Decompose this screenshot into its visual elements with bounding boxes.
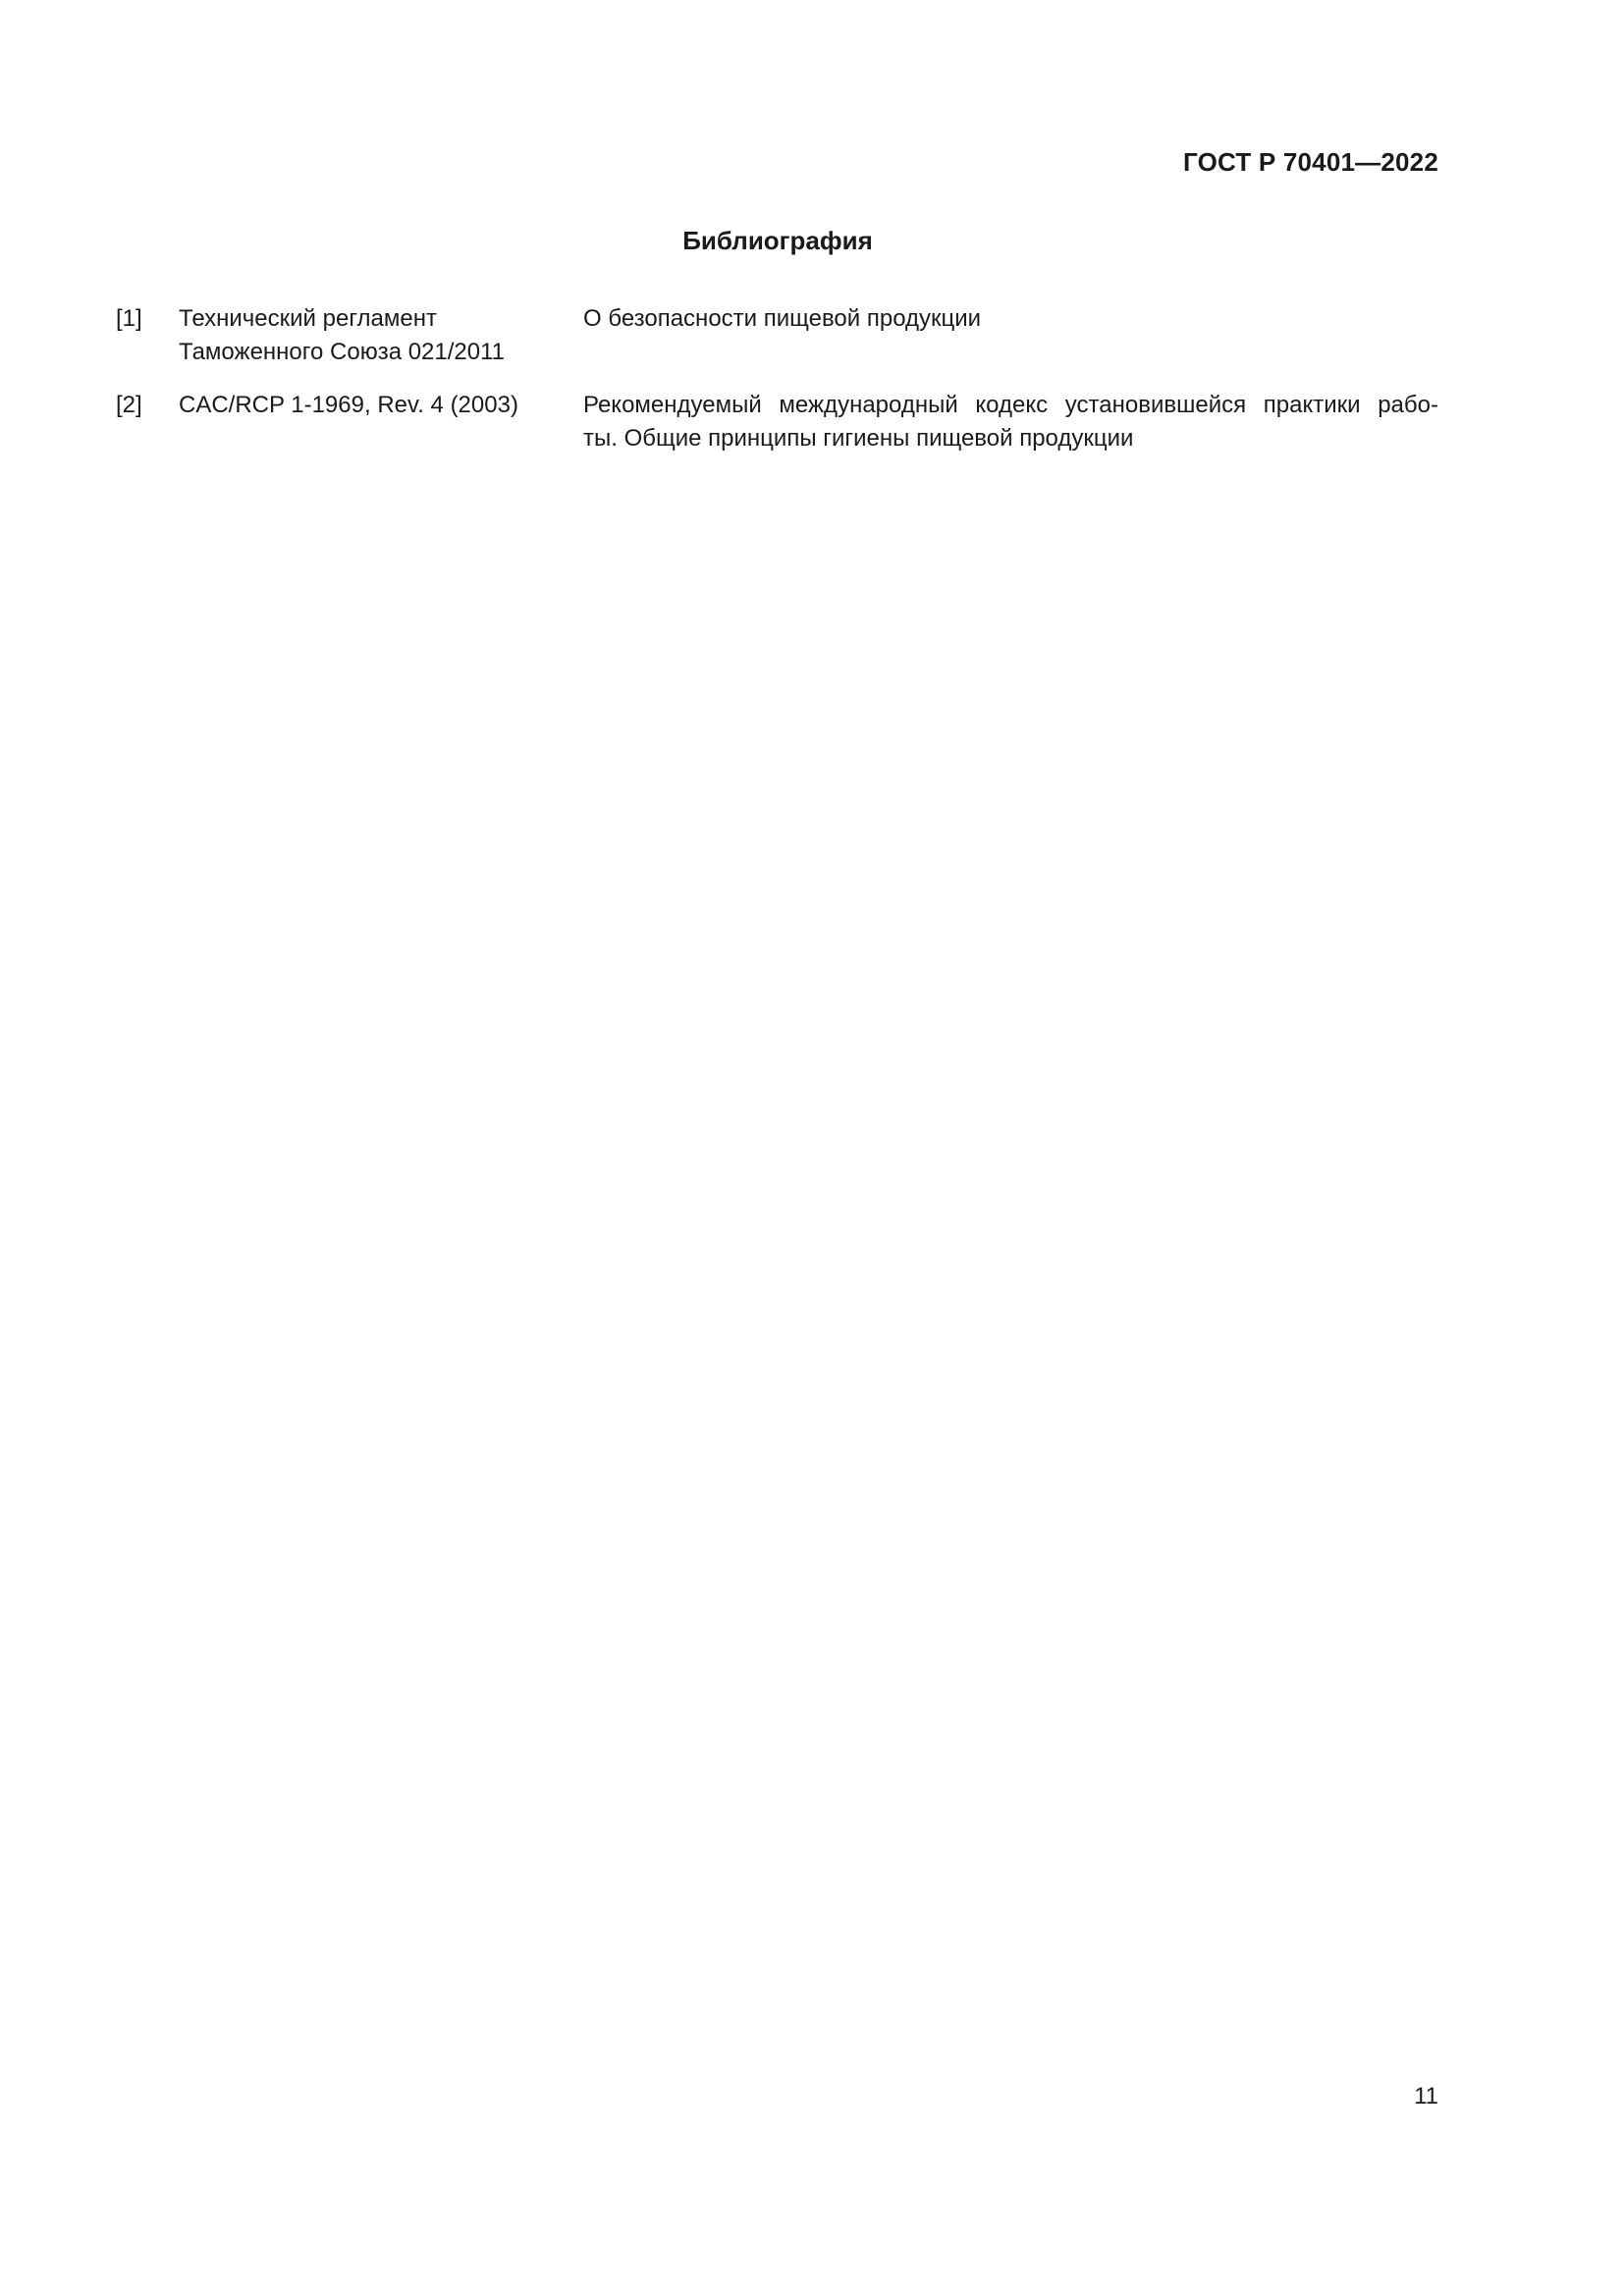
section-title: Библиография xyxy=(682,226,873,255)
entry-title-line: Рекомендуемый международный кодекс установившейся практики рабо- xyxy=(583,392,1438,418)
entry-title xyxy=(583,389,1438,455)
entry-title xyxy=(583,302,1438,336)
entry-source-line: Таможенного Союза 021/2011 xyxy=(179,339,506,365)
entry-title-line: ты. Общие принципы гигиены пищевой продукции xyxy=(583,425,1134,452)
entry-source xyxy=(179,389,583,422)
page-number: 11 xyxy=(1414,2083,1438,2109)
entry-source xyxy=(179,302,583,369)
entry-source-line: Технический регламент xyxy=(179,305,437,332)
bibliography-entry-2 xyxy=(116,389,1438,455)
entry-number: [1] xyxy=(116,305,142,332)
document-number: ГОСТ Р 70401—2022 xyxy=(1183,147,1438,177)
entry-source-line: CAC/RCP 1-1969, Rev. 4 (2003) xyxy=(179,392,518,418)
entry-title-line: О безопасности пищевой продукции xyxy=(583,305,982,332)
bibliography-list xyxy=(116,302,1438,475)
bibliography-entry-1 xyxy=(116,302,1438,369)
entry-number: [2] xyxy=(116,392,142,418)
